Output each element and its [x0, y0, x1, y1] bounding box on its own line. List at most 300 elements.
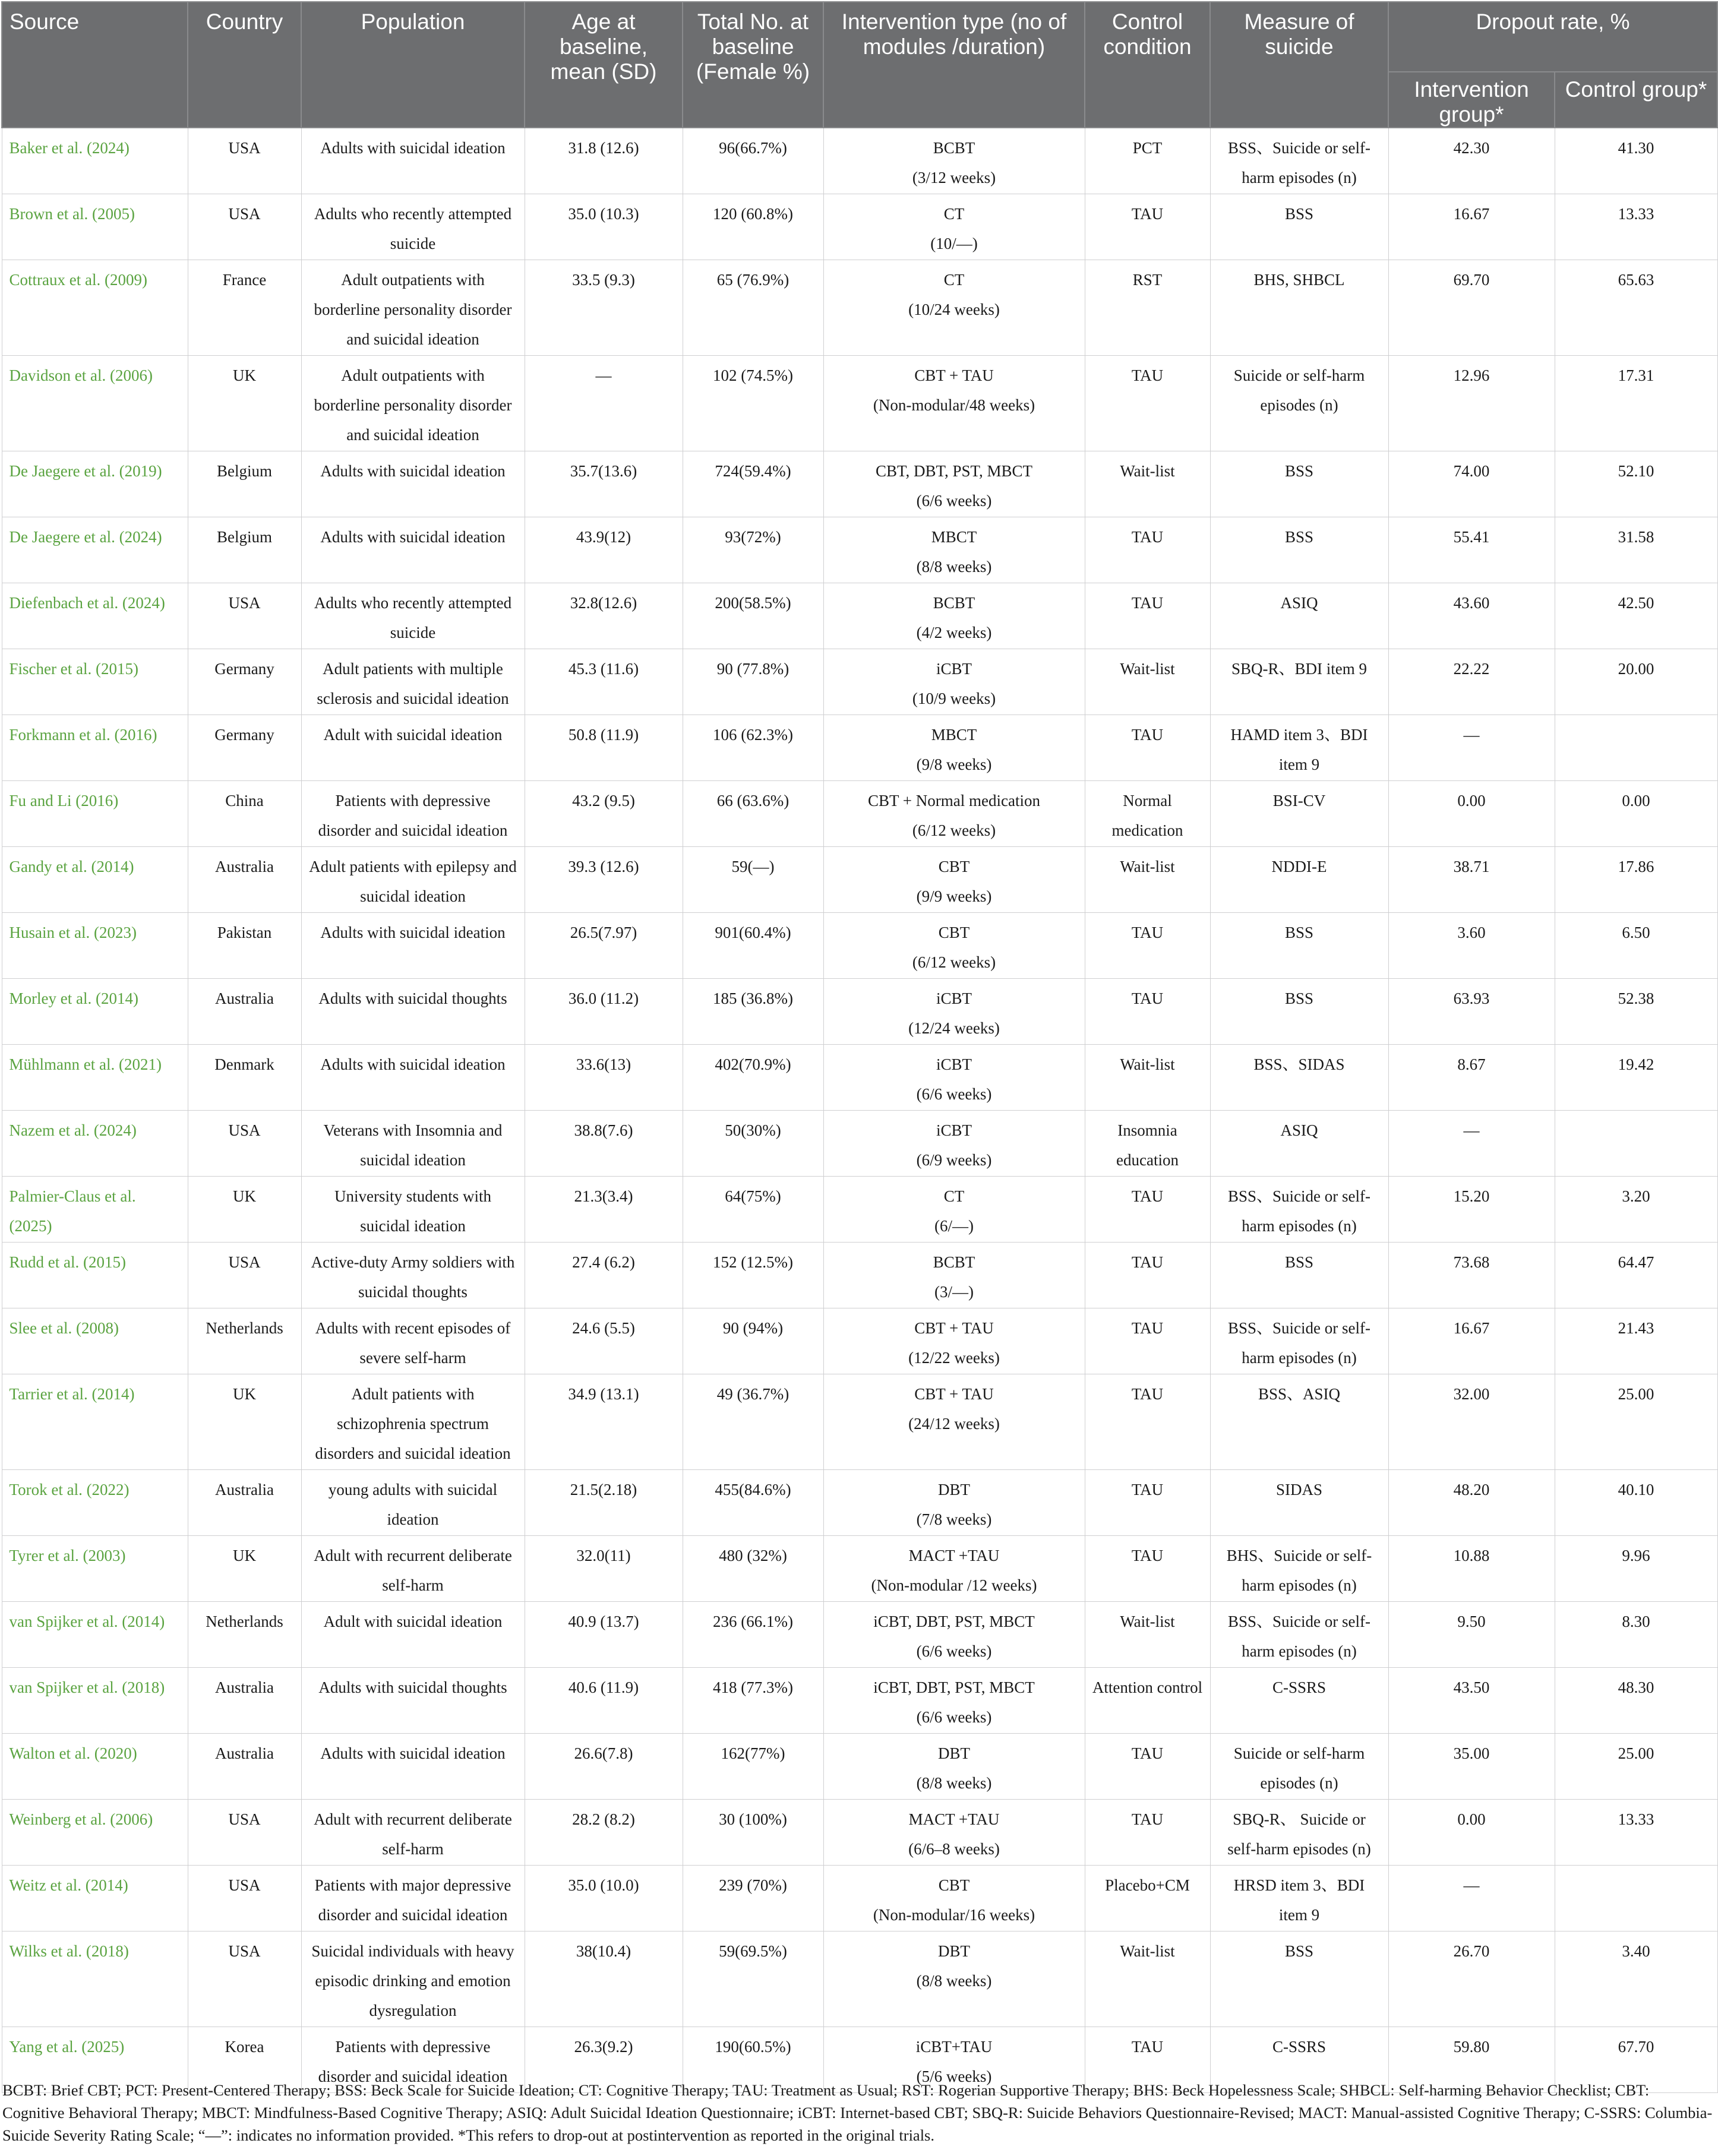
source-cell: [2, 1469, 188, 1535]
intervention-duration: (7/8 weeks): [916, 1510, 992, 1528]
country-cell: Australia: [188, 846, 301, 912]
intervention-duration: (10/24 weeks): [908, 300, 1000, 318]
total-cell: 162(77%): [683, 1733, 823, 1799]
intervention-cell: [823, 1374, 1085, 1469]
control-cell: TAU: [1085, 1535, 1210, 1601]
total-cell: 50(30%): [683, 1110, 823, 1176]
control-cell: Insomnia education: [1085, 1110, 1210, 1176]
header-measure[interactable]: Measure of suicide: [1210, 2, 1388, 128]
source-link[interactable]: Brown et al. (2005): [9, 204, 135, 223]
total-cell: 90 (77.8%): [683, 649, 823, 715]
age-cell: 35.0 (10.3): [525, 194, 683, 260]
source-link[interactable]: Tyrer et al. (2003): [9, 1546, 126, 1564]
intervention-duration: (6/12 weeks): [912, 953, 996, 971]
age-cell: 34.9 (13.1): [525, 1374, 683, 1469]
control-cell: TAU: [1085, 355, 1210, 451]
country-cell: USA: [188, 583, 301, 649]
intervention-cell: [823, 1308, 1085, 1374]
country-cell: Germany: [188, 649, 301, 715]
dropout-control-cell: 0.00: [1555, 780, 1717, 846]
measure-cell: SBQ-R、 Suicide or self-harm episodes (n): [1210, 1799, 1388, 1865]
intervention-cell: [823, 1110, 1085, 1176]
source-link[interactable]: Forkmann et al. (2016): [9, 725, 157, 744]
intervention-cell: [823, 1931, 1085, 2027]
age-cell: 21.3(3.4): [525, 1176, 683, 1242]
population-cell: Adult patients with schizophrenia spectrum disorders and suicidal ideation: [301, 1374, 525, 1469]
header-dropout-intervention[interactable]: Intervention group*: [1388, 72, 1555, 128]
source-link[interactable]: Nazem et al. (2024): [9, 1121, 137, 1139]
table-row: [2, 517, 1717, 583]
intervention-duration: (Non-modular/16 weeks): [873, 1905, 1035, 1924]
population-cell: Adult with recurrent deliberate self-harm: [301, 1799, 525, 1865]
source-link[interactable]: Torok et al. (2022): [9, 1480, 130, 1499]
total-cell: 236 (66.1%): [683, 1601, 823, 1667]
intervention-type: MACT +TAU: [908, 1546, 1000, 1564]
header-country[interactable]: Country: [188, 2, 301, 128]
measure-cell: BSS: [1210, 912, 1388, 978]
intervention-type: CBT: [938, 923, 970, 941]
control-cell: TAU: [1085, 1799, 1210, 1865]
source-cell: [2, 1044, 188, 1110]
total-cell: 65 (76.9%): [683, 260, 823, 355]
measure-cell: BSS、Suicide or self-harm episodes (n): [1210, 1176, 1388, 1242]
measure-cell: BSS: [1210, 517, 1388, 583]
intervention-cell: [823, 1176, 1085, 1242]
table-row: [2, 1110, 1717, 1176]
dropout-intervention-cell: 12.96: [1388, 355, 1555, 451]
measure-cell: NDDI-E: [1210, 846, 1388, 912]
age-cell: 43.9(12): [525, 517, 683, 583]
intervention-cell: [823, 1733, 1085, 1799]
country-cell: USA: [188, 1931, 301, 2027]
measure-cell: SBQ-R、BDI item 9: [1210, 649, 1388, 715]
measure-cell: BSS: [1210, 194, 1388, 260]
table-row: [2, 260, 1717, 355]
control-cell: TAU: [1085, 194, 1210, 260]
source-link[interactable]: Mühlmann et al. (2021): [9, 1055, 162, 1073]
dropout-intervention-cell: 26.70: [1388, 1931, 1555, 2027]
source-cell: [2, 1110, 188, 1176]
dropout-intervention-cell: 55.41: [1388, 517, 1555, 583]
intervention-duration: (9/9 weeks): [916, 887, 992, 905]
age-cell: 32.0(11): [525, 1535, 683, 1601]
table-row: [2, 1242, 1717, 1308]
intervention-type: MBCT: [931, 725, 977, 744]
measure-cell: C-SSRS: [1210, 1667, 1388, 1733]
intervention-type: iCBT, DBT, PST, MBCT: [873, 1678, 1035, 1696]
intervention-cell: [823, 451, 1085, 517]
population-cell: University students with suicidal ideation: [301, 1176, 525, 1242]
dropout-control-cell: 41.30: [1555, 128, 1717, 194]
measure-cell: Suicide or self-harm episodes (n): [1210, 355, 1388, 451]
intervention-type: DBT: [938, 1480, 970, 1499]
measure-cell: BSS、ASIQ: [1210, 1374, 1388, 1469]
header-age[interactable]: Age at baseline, mean (SD): [525, 2, 683, 128]
age-cell: 26.3(9.2): [525, 2027, 683, 2092]
dropout-intervention-cell: 9.50: [1388, 1601, 1555, 1667]
total-cell: 96(66.7%): [683, 128, 823, 194]
intervention-duration: (10/9 weeks): [912, 689, 996, 707]
population-cell: Patients with depressive disorder and suicidal ideation: [301, 780, 525, 846]
source-link[interactable]: Cottraux et al. (2009): [9, 270, 147, 289]
country-cell: Belgium: [188, 517, 301, 583]
source-cell: [2, 978, 188, 1044]
control-cell: Wait-list: [1085, 1601, 1210, 1667]
source-link[interactable]: van Spijker et al. (2018): [9, 1678, 165, 1696]
source-link[interactable]: Diefenbach et al. (2024): [9, 593, 165, 612]
age-cell: 33.5 (9.3): [525, 260, 683, 355]
header-dropout-control[interactable]: Control group*: [1555, 72, 1717, 128]
age-cell: 38.8(7.6): [525, 1110, 683, 1176]
measure-cell: BSS、SIDAS: [1210, 1044, 1388, 1110]
population-cell: Patients with depressive disorder and suicidal ideation: [301, 2027, 525, 2092]
source-cell: [2, 355, 188, 451]
country-cell: USA: [188, 128, 301, 194]
header-population[interactable]: Population: [301, 2, 525, 128]
source-cell: [2, 1374, 188, 1469]
intervention-type: CBT + TAU: [914, 1319, 994, 1337]
intervention-duration: (Non-modular/48 weeks): [873, 396, 1035, 414]
population-cell: Adult with suicidal ideation: [301, 1601, 525, 1667]
age-cell: 27.4 (6.2): [525, 1242, 683, 1308]
dropout-intervention-cell: 69.70: [1388, 260, 1555, 355]
country-cell: Pakistan: [188, 912, 301, 978]
table-row: [2, 1044, 1717, 1110]
total-cell: 152 (12.5%): [683, 1242, 823, 1308]
country-cell: Korea: [188, 2027, 301, 2092]
source-link[interactable]: Davidson et al. (2006): [9, 366, 153, 384]
intervention-duration: (12/24 weeks): [908, 1019, 1000, 1037]
intervention-cell: [823, 355, 1085, 451]
age-cell: 26.5(7.97): [525, 912, 683, 978]
table-row: [2, 1865, 1717, 1931]
intervention-duration: (12/22 weeks): [908, 1348, 1000, 1367]
table-row: [2, 1667, 1717, 1733]
country-cell: Australia: [188, 1469, 301, 1535]
intervention-duration: (3/12 weeks): [912, 169, 996, 186]
total-cell: 64(75%): [683, 1176, 823, 1242]
dropout-control-cell: 52.10: [1555, 451, 1717, 517]
total-cell: 190(60.5%): [683, 2027, 823, 2092]
table-row: [2, 1469, 1717, 1535]
dropout-intervention-cell: 3.60: [1388, 912, 1555, 978]
source-cell: [2, 1733, 188, 1799]
table-row: [2, 912, 1717, 978]
table-row: [2, 1176, 1717, 1242]
control-cell: TAU: [1085, 1733, 1210, 1799]
intervention-duration: (6/6 weeks): [916, 1085, 992, 1103]
intervention-cell: [823, 780, 1085, 846]
intervention-type: iCBT: [936, 1055, 972, 1073]
age-cell: 24.6 (5.5): [525, 1308, 683, 1374]
population-cell: Adult with recurrent deliberate self-harm: [301, 1535, 525, 1601]
measure-cell: SIDAS: [1210, 1469, 1388, 1535]
total-cell: 30 (100%): [683, 1799, 823, 1865]
source-cell: [2, 846, 188, 912]
age-cell: 38(10.4): [525, 1931, 683, 2027]
total-cell: 480 (32%): [683, 1535, 823, 1601]
dropout-intervention-cell: 32.00: [1388, 1374, 1555, 1469]
age-cell: 35.0 (10.0): [525, 1865, 683, 1931]
total-cell: 724(59.4%): [683, 451, 823, 517]
dropout-intervention-cell: 38.71: [1388, 846, 1555, 912]
population-cell: Patients with major depressive disorder and suicidal ideation: [301, 1865, 525, 1931]
intervention-duration: (5/6 weeks): [916, 2067, 992, 2085]
intervention-type: CBT + Normal medication: [868, 791, 1040, 810]
measure-cell: Suicide or self-harm episodes (n): [1210, 1733, 1388, 1799]
control-cell: TAU: [1085, 978, 1210, 1044]
total-cell: 49 (36.7%): [683, 1374, 823, 1469]
country-cell: USA: [188, 194, 301, 260]
country-cell: UK: [188, 1176, 301, 1242]
intervention-cell: [823, 1667, 1085, 1733]
table-row: [2, 355, 1717, 451]
source-cell: [2, 194, 188, 260]
dropout-control-cell: 25.00: [1555, 1733, 1717, 1799]
population-cell: Adult with suicidal ideation: [301, 715, 525, 780]
dropout-control-cell: 6.50: [1555, 912, 1717, 978]
intervention-cell: [823, 260, 1085, 355]
country-cell: Australia: [188, 1733, 301, 1799]
intervention-duration: (10/—): [930, 234, 978, 252]
population-cell: Adults with suicidal ideation: [301, 1733, 525, 1799]
dropout-control-cell: 65.63: [1555, 260, 1717, 355]
intervention-type: MACT +TAU: [908, 1810, 1000, 1828]
population-cell: young adults with suicidal ideation: [301, 1469, 525, 1535]
dropout-control-cell: 17.31: [1555, 355, 1717, 451]
dropout-intervention-cell: 22.22: [1388, 649, 1555, 715]
dropout-intervention-cell: 43.60: [1388, 583, 1555, 649]
table-row: [2, 1733, 1717, 1799]
total-cell: 120 (60.8%): [683, 194, 823, 260]
control-cell: TAU: [1085, 1176, 1210, 1242]
dropout-intervention-cell: 43.50: [1388, 1667, 1555, 1733]
intervention-type: MBCT: [931, 527, 977, 546]
dropout-control-cell: 13.33: [1555, 1799, 1717, 1865]
control-cell: TAU: [1085, 1308, 1210, 1374]
measure-cell: HRSD item 3、BDI item 9: [1210, 1865, 1388, 1931]
intervention-type: CT: [943, 204, 965, 223]
source-link[interactable]: Rudd et al. (2015): [9, 1253, 126, 1271]
age-cell: 31.8 (12.6): [525, 128, 683, 194]
table-row: [2, 1308, 1717, 1374]
total-cell: 93(72%): [683, 517, 823, 583]
intervention-type: CBT: [938, 857, 970, 875]
dropout-intervention-cell: 16.67: [1388, 1308, 1555, 1374]
country-cell: USA: [188, 1799, 301, 1865]
source-cell: [2, 1667, 188, 1733]
dropout-control-cell: 21.43: [1555, 1308, 1717, 1374]
population-cell: Suicidal individuals with heavy episodic drinking and emotion dysregulation: [301, 1931, 525, 2027]
age-cell: 40.9 (13.7): [525, 1601, 683, 1667]
intervention-duration: (24/12 weeks): [908, 1414, 1000, 1433]
age-cell: 45.3 (11.6): [525, 649, 683, 715]
total-cell: 185 (36.8%): [683, 978, 823, 1044]
source-link[interactable]: Tarrier et al. (2014): [9, 1384, 135, 1403]
dropout-control-cell: 48.30: [1555, 1667, 1717, 1733]
source-link[interactable]: Husain et al. (2023): [9, 923, 137, 941]
age-cell: 40.6 (11.9): [525, 1667, 683, 1733]
header-control[interactable]: Control condition: [1085, 2, 1210, 128]
population-cell: Adult patients with multiple sclerosis and suicidal ideation: [301, 649, 525, 715]
dropout-control-cell: 25.00: [1555, 1374, 1717, 1469]
dropout-control-cell: [1555, 715, 1717, 780]
intervention-cell: [823, 1242, 1085, 1308]
source-cell: [2, 715, 188, 780]
measure-cell: BHS、Suicide or self-harm episodes (n): [1210, 1535, 1388, 1601]
table-row: [2, 451, 1717, 517]
country-cell: USA: [188, 1865, 301, 1931]
intervention-type: DBT: [938, 1744, 970, 1762]
source-cell: [2, 1799, 188, 1865]
table-row: [2, 846, 1717, 912]
population-cell: Adults with suicidal ideation: [301, 1044, 525, 1110]
total-cell: 402(70.9%): [683, 1044, 823, 1110]
age-cell: 50.8 (11.9): [525, 715, 683, 780]
total-cell: 102 (74.5%): [683, 355, 823, 451]
total-cell: 59(—): [683, 846, 823, 912]
intervention-cell: [823, 583, 1085, 649]
dropout-intervention-cell: 35.00: [1388, 1733, 1555, 1799]
total-cell: 59(69.5%): [683, 1931, 823, 2027]
source-link[interactable]: De Jaegere et al. (2024): [9, 527, 162, 546]
control-cell: Wait-list: [1085, 649, 1210, 715]
table-row: [2, 1601, 1717, 1667]
country-cell: China: [188, 780, 301, 846]
dropout-control-cell: 42.50: [1555, 583, 1717, 649]
country-cell: USA: [188, 1242, 301, 1308]
dropout-intervention-cell: 0.00: [1388, 780, 1555, 846]
population-cell: Adults with recent episodes of severe self-harm: [301, 1308, 525, 1374]
country-cell: Netherlands: [188, 1601, 301, 1667]
measure-cell: BSS、Suicide or self-harm episodes (n): [1210, 128, 1388, 194]
intervention-type: iCBT: [936, 989, 972, 1007]
age-cell: 26.6(7.8): [525, 1733, 683, 1799]
source-link[interactable]: Gandy et al. (2014): [9, 857, 134, 875]
table-row: [2, 1535, 1717, 1601]
source-cell: [2, 1242, 188, 1308]
intervention-cell: [823, 128, 1085, 194]
source-link[interactable]: Yang et al. (2025): [9, 2037, 125, 2056]
intervention-type: CBT + TAU: [914, 1384, 994, 1403]
header-source[interactable]: Source: [2, 2, 188, 128]
source-link[interactable]: Baker et al. (2024): [9, 139, 130, 157]
source-link[interactable]: van Spijker et al. (2014): [9, 1612, 165, 1630]
population-cell: Active-duty Army soldiers with suicidal thoughts: [301, 1242, 525, 1308]
source-link[interactable]: Palmier-Claus et al. (2025): [9, 1187, 136, 1235]
intervention-duration: (3/—): [934, 1282, 974, 1301]
age-cell: 21.5(2.18): [525, 1469, 683, 1535]
control-cell: Normal medication: [1085, 780, 1210, 846]
header-total[interactable]: Total No. at baseline (Female %): [683, 2, 823, 128]
control-cell: TAU: [1085, 1469, 1210, 1535]
source-link[interactable]: Morley et al. (2014): [9, 989, 138, 1007]
source-cell: [2, 260, 188, 355]
source-cell: [2, 1601, 188, 1667]
dropout-control-cell: [1555, 1110, 1717, 1176]
source-cell: [2, 128, 188, 194]
table-row: [2, 128, 1717, 194]
population-cell: Adult outpatients with borderline personality disorder and suicidal ideation: [301, 260, 525, 355]
intervention-cell: [823, 1865, 1085, 1931]
source-cell: [2, 517, 188, 583]
intervention-cell: [823, 1601, 1085, 1667]
country-cell: France: [188, 260, 301, 355]
intervention-duration: (6/6–8 weeks): [908, 1839, 1000, 1858]
dropout-control-cell: 3.20: [1555, 1176, 1717, 1242]
measure-cell: C-SSRS: [1210, 2027, 1388, 2092]
country-cell: Australia: [188, 1667, 301, 1733]
country-cell: UK: [188, 1535, 301, 1601]
control-cell: TAU: [1085, 715, 1210, 780]
intervention-duration: (8/8 weeks): [916, 1774, 992, 1792]
source-cell: [2, 649, 188, 715]
population-cell: Adults with suicidal ideation: [301, 451, 525, 517]
intervention-duration: (6/6 weeks): [916, 491, 992, 510]
intervention-duration: (4/2 weeks): [916, 623, 992, 641]
age-cell: 28.2 (8.2): [525, 1799, 683, 1865]
measure-cell: BSS、Suicide or self-harm episodes (n): [1210, 1601, 1388, 1667]
population-cell: Adults with suicidal thoughts: [301, 1667, 525, 1733]
intervention-type: BCBT: [933, 1253, 975, 1271]
intervention-type: BCBT: [933, 593, 975, 612]
population-cell: Adults with suicidal ideation: [301, 517, 525, 583]
country-cell: Denmark: [188, 1044, 301, 1110]
source-link[interactable]: Wilks et al. (2018): [9, 1942, 129, 1960]
header-intervention[interactable]: Intervention type (no of modules /duration): [823, 2, 1085, 128]
dropout-intervention-cell: 16.67: [1388, 194, 1555, 260]
population-cell: Adults with suicidal thoughts: [301, 978, 525, 1044]
age-cell: —: [525, 355, 683, 451]
measure-cell: BHS, SHBCL: [1210, 260, 1388, 355]
intervention-duration: (8/8 weeks): [916, 557, 992, 576]
intervention-cell: [823, 517, 1085, 583]
dropout-control-cell: 40.10: [1555, 1469, 1717, 1535]
studies-table: [1, 1, 1718, 2093]
country-cell: Australia: [188, 978, 301, 1044]
intervention-cell: [823, 1044, 1085, 1110]
intervention-cell: [823, 1799, 1085, 1865]
table-footnote: BCBT: Brief CBT; PCT: Present-Centered Therapy; BSS: Beck Scale for Suicide Ideation; CT: Cognitive Therapy; TAU: Treatment as Usual; RST: Rogerian Supportive Therapy; BHS: Beck Hopelessness Scale; SHBCL: Self-harming Behavior Checklist; CBT: Cognitive Behavioral Therapy; MBCT: Mindfulness-Based Cognitive Therapy; ASIQ: Adult Suicidal Ideation Questionnaire; iCBT: Internet-based CBT; SBQ-R: Suicide Behaviors Questionnaire-Revised; MACT: Manual-assisted Cognitive Therapy; C-SSRS: Columbia-Suicide Severity Rating Scale; “—”: indicates no information provided. *This refers to drop-out at postintervention as reported in the original trials.: [2, 2081, 1713, 2144]
table-row: [2, 649, 1717, 715]
dropout-intervention-cell: 0.00: [1388, 1799, 1555, 1865]
measure-cell: BSS、Suicide or self-harm episodes (n): [1210, 1308, 1388, 1374]
dropout-intervention-cell: 15.20: [1388, 1176, 1555, 1242]
control-cell: RST: [1085, 260, 1210, 355]
intervention-duration: (Non-modular /12 weeks): [871, 1576, 1037, 1594]
dropout-control-cell: 52.38: [1555, 978, 1717, 1044]
dropout-control-cell: 9.96: [1555, 1535, 1717, 1601]
source-link[interactable]: Weitz et al. (2014): [9, 1876, 128, 1894]
intervention-cell: [823, 194, 1085, 260]
intervention-type: CT: [943, 1187, 965, 1205]
age-cell: 43.2 (9.5): [525, 780, 683, 846]
country-cell: USA: [188, 1110, 301, 1176]
dropout-control-cell: 3.40: [1555, 1931, 1717, 2027]
source-link[interactable]: De Jaegere et al. (2019): [9, 461, 162, 480]
total-cell: 239 (70%): [683, 1865, 823, 1931]
total-cell: 106 (62.3%): [683, 715, 823, 780]
source-link[interactable]: Slee et al. (2008): [9, 1319, 119, 1337]
source-link[interactable]: Fu and Li (2016): [9, 791, 119, 810]
control-cell: Wait-list: [1085, 451, 1210, 517]
table-row: [2, 1374, 1717, 1469]
intervention-cell: [823, 1535, 1085, 1601]
source-link[interactable]: Fischer et al. (2015): [9, 659, 138, 678]
source-link[interactable]: Weinberg et al. (2006): [9, 1810, 153, 1828]
source-cell: [2, 1308, 188, 1374]
source-link[interactable]: Walton et al. (2020): [9, 1744, 137, 1762]
